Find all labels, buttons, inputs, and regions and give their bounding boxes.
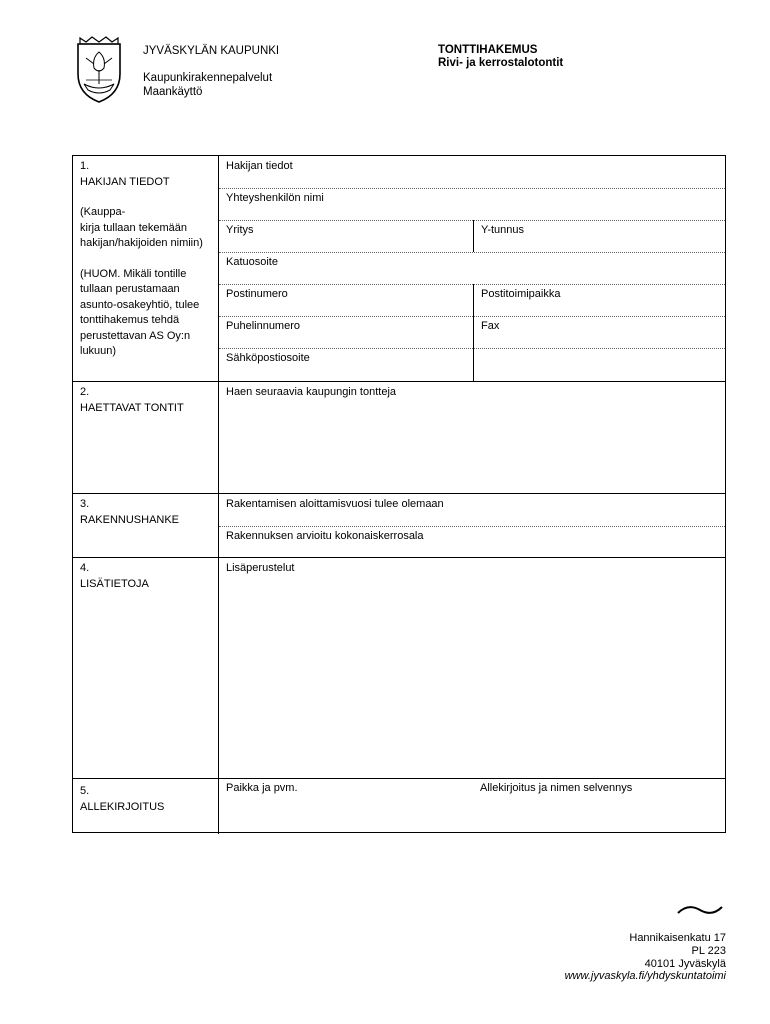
street-address-field[interactable] <box>219 252 725 285</box>
postal-row <box>219 284 725 317</box>
note-text: kirja tullaan tekemään <box>80 221 188 234</box>
unit-name: Maankäyttö <box>143 86 203 98</box>
section-number: 3. <box>80 498 90 510</box>
note-text: (HUOM. Mikäli tontille <box>80 267 187 280</box>
section-title: ALLEKIRJOITUS <box>80 800 165 813</box>
business-id-field[interactable]: Y-tunnus <box>473 220 725 252</box>
empty-cell <box>473 348 725 381</box>
note-text: hakijan/hakijoiden nimiin) <box>80 237 203 249</box>
section-construction-project <box>73 494 725 558</box>
postal-code-field[interactable]: Postinumero <box>226 288 288 300</box>
section-signature <box>73 779 725 834</box>
floor-area-field[interactable] <box>219 526 725 557</box>
section-label <box>73 494 219 557</box>
construction-fields <box>219 494 725 557</box>
tilde-mark <box>676 902 724 918</box>
note-text: asunto-osakeyhtiö, tulee <box>80 298 200 311</box>
applicant-field[interactable] <box>219 156 725 189</box>
additional-reasons-field[interactable] <box>219 558 725 778</box>
email-row <box>219 348 725 381</box>
signature-field[interactable]: Allekirjoitus ja nimen selvennys <box>480 782 633 794</box>
footer-street: Hannikaisenkatu 17 <box>629 932 726 944</box>
section-title: HAKIJAN TIEDOT <box>80 175 170 188</box>
note-text: tonttihakemus tehdä <box>80 314 180 326</box>
city-coat-of-arms-logo <box>72 34 126 104</box>
form-subtitle: Rivi- ja kerrostalotontit <box>438 57 564 69</box>
note-text: (Kauppa- <box>80 206 126 218</box>
note-text: tullaan perustamaan <box>80 283 180 295</box>
department-name: Kaupunkirakennepalvelut <box>143 72 273 84</box>
phone-row <box>219 316 725 349</box>
place-date-field[interactable]: Paikka ja pvm. <box>226 782 298 794</box>
section-number: 5. <box>80 785 90 797</box>
section-number: 4. <box>80 562 90 574</box>
organization-header <box>143 44 279 99</box>
section-title: RAKENNUSHANKE <box>80 513 180 526</box>
field-label: Yhteyshenkilön nimi <box>226 192 324 204</box>
fax-field[interactable]: Fax <box>473 316 725 348</box>
form-title: TONTTIHAKEMUS <box>438 44 538 56</box>
section-label <box>73 558 219 778</box>
section-label <box>73 779 219 834</box>
field-label: Lisäperustelut <box>226 562 295 574</box>
form-title-block <box>438 44 563 70</box>
signature-fields <box>219 779 725 834</box>
note-text: perustettavan AS Oy:n <box>80 329 191 342</box>
field-label: Katuosoite <box>226 256 278 268</box>
footer-po-box: PL 223 <box>691 944 726 957</box>
phone-field[interactable]: Puhelinnumero <box>226 320 300 332</box>
field-label: Rakennuksen arvioitu kokonaiskerrosala <box>226 530 424 542</box>
section-applicant-info <box>73 156 725 382</box>
section-title: HAETTAVAT TONTIT <box>80 401 184 414</box>
field-label: Hakijan tiedot <box>226 160 293 172</box>
field-label: Rakentamisen aloittamisvuosi tulee olemaan <box>226 498 444 510</box>
requested-plots-field[interactable] <box>219 382 725 493</box>
section-number: 1. <box>80 160 90 172</box>
field-label: Haen seuraavia kaupungin tontteja <box>226 386 397 398</box>
applicant-fields <box>219 156 725 381</box>
footer-address <box>565 932 726 983</box>
contact-name-field[interactable] <box>219 188 725 221</box>
section-requested-plots <box>73 382 725 494</box>
city-name: JYVÄSKYLÄN KAUPUNKI <box>143 45 280 57</box>
email-field[interactable]: Sähköpostiosoite <box>226 352 310 364</box>
note-text: lukuun) <box>80 345 117 357</box>
section-title: LISÄTIETOJA <box>80 577 149 590</box>
post-office-field[interactable]: Postitoimipaikka <box>473 284 725 316</box>
footer-url[interactable]: www.jyvaskyla.fi/yhdyskuntatoimi <box>564 970 726 983</box>
footer-postal: 40101 Jyväskylä <box>644 957 726 970</box>
section-additional-info <box>73 558 725 779</box>
company-field[interactable]: Yritys <box>226 224 254 236</box>
company-row <box>219 220 725 253</box>
start-year-field[interactable] <box>219 494 725 527</box>
section-number: 2. <box>80 386 90 398</box>
section-label <box>73 382 219 493</box>
section-label <box>73 156 219 381</box>
application-form <box>72 155 726 833</box>
